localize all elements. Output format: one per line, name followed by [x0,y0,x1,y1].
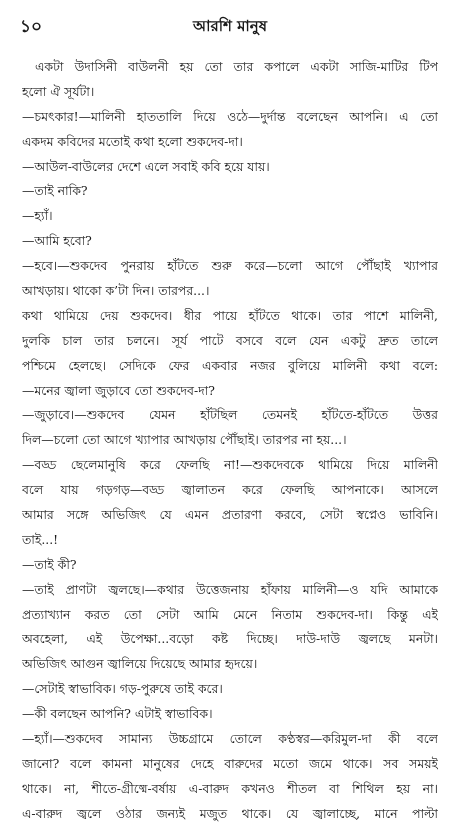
text-line: —জুড়াবে।—শুকদেব যেমন হাঁটছিল তেমনই হাঁটতে-হাঁটতে উত্তর [22,407,438,423]
body-text [22,55,438,827]
text-line: —সেটাই স্বাভাবিক। গড়-পুরুষে তাই করে। [22,681,223,697]
text-line: —হবে।—শুকদেব পুনরায় হাঁটতে শুরু করে—চলো আগে পৌঁছাই খ্যাপার [22,258,438,274]
page-header [20,14,440,40]
text-line: এ-বারুদ জ্বলে ওঠার জন্যই মজুত থাকে। যে জ্বালাচ্ছে, মানে পাল্টা [22,805,438,821]
text-line: তাই...! [22,531,59,547]
text-line: কথা থামিয়ে দেয় শুকদেব। ধীর পায়ে হাঁটতে থাকে। তার পাশে মালিনী, [22,307,438,323]
text-line: অবহেলা, এই উপেক্ষা...বড়ো কষ্ট দিচ্ছে। দাউ-দাউ জ্বলছে মনটা। [22,631,438,647]
text-line: —চমৎকার!—মালিনী হাততালি দিয়ে ওঠে—দুর্দান্ত বলেছেন আপনি। এ তো [22,108,438,124]
text-line: —তাই নাকি? [22,183,88,199]
text-line: দুলকি চাল তার চলনে। সূর্য পাটে বসবে বলে যেন একটু দ্রুত তালে [22,332,438,348]
text-line: —তাই কী? [22,556,77,572]
text-line: —তাই প্রাণটা জ্বলছে।—কথার উত্তেজনায় হাঁফায় মালিনী—ও যদি আমাকে [22,581,438,597]
text-line: বলে যায় গড়গড়—বড্ড জ্বালাতন করে ফেলছি আপনাকে। আসলে [22,482,438,498]
text-line: আমার সঙ্গে অভিজিৎ যে এমন প্রতারণা করবে, সেটা স্বপ্নেও ভাবিনি। [22,507,438,523]
text-line: —আমি হবো? [22,233,92,249]
page-number: ১০ [20,17,43,37]
text-line: একটা উদাসিনী বাউলনী হয় তো তার কপালে একটা সাজি-মাটির টিপ [35,59,438,74]
text-line: প্রত্যাখ্যান করত তো সেটা আমি মেনে নিতাম শুকদেব-দা। কিন্তু এই [22,606,438,622]
text-line: হলো ঐ সূর্যটা। [22,83,95,99]
text-line: —হ্যাঁ।—শুকদেব সামান্য উচ্চগ্রামে তোলে কণ্ঠস্বর—করিমুল-দা কী বলে [22,731,438,747]
text-line: —হ্যাঁ। [22,208,53,224]
text-line: —কী বলছেন আপনি? এটাই স্বাভাবিক। [22,706,213,722]
text-line: —বড্ড ছেলেমানুষি করে ফেলছি না!—শুকদেবকে থামিয়ে দিয়ে মালিনী [22,457,438,473]
text-line: থাকে। না, শীতে-গ্রীষ্মে-বর্ষায় এ-বারুদ কখনও শীতল বা শিথিল হয় না। [22,780,438,796]
text-line: একদম কবিদের মতোই কথা হলো শুকদেব-দা। [22,133,243,149]
text-line: —মনের জ্বালা জুড়াবে তো শুকদেব-দা? [22,382,215,398]
running-head: আরশি মানুষ [192,17,268,35]
text-line: পশ্চিমে হেলছে। সেদিকে ফের একবার নজর বুলিয়ে মালিনী কথা বলে: [22,357,438,373]
text-line: জানো? বলে কামনা মানুষের দেহে বারুদের মতো জমে থাকে। সব সময়ই [22,755,438,771]
text-line: অভিজিৎ আগুন জ্বালিয়ে দিয়েছে আমার হৃদয়ে। [22,656,258,672]
text-line: —আউল-বাউলের দেশে এলে সবাই কবি হয়ে যায়। [22,158,270,174]
text-line: দিল—চলো তো আগে খ্যাপার আখড়ায় পৌঁছাই। তারপর না হয়...। [22,432,347,448]
text-line: আখড়ায়। থাকো ক’টা দিন। তারপর...। [22,283,210,299]
